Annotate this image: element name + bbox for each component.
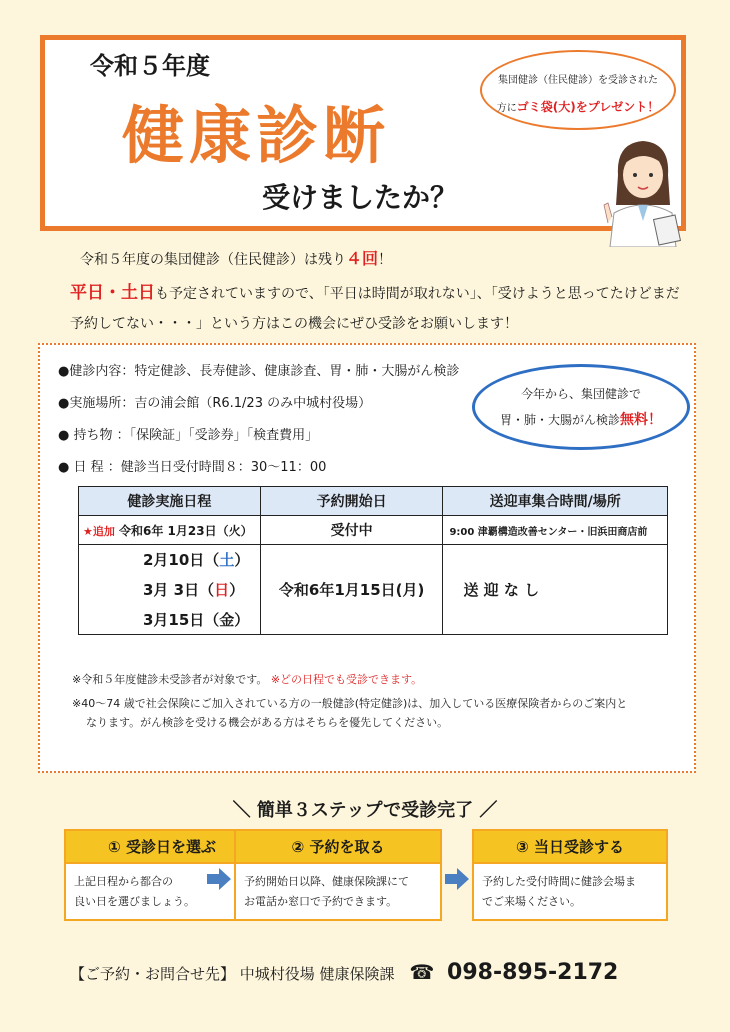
step-3-body: 予約した受付時間に健診会場ま でご来場ください。 — [482, 875, 636, 908]
note-insurance-line2: なります。がん検診を受ける機会がある方はそちらを優先してください。 — [86, 716, 449, 729]
main-title: 健康診断 — [122, 99, 391, 172]
date-feb10: 2月10日（土） — [79, 545, 261, 575]
step-3-head: ③ 当日受診する — [474, 831, 666, 864]
arrow-right-icon — [444, 866, 470, 892]
col-header-date: 健診実施日程 — [79, 487, 261, 516]
col-header-start: 予約開始日 — [260, 487, 443, 516]
table-row — [79, 516, 668, 545]
accepting-cell: 受付中 — [260, 516, 443, 545]
oval-line2: 胃・肺・大腸がん検診無料！ — [499, 412, 662, 428]
bubble-line1: 集団健診（住民健診）を受診された — [498, 75, 658, 86]
contact-label: 【ご予約・お問合せ先】 中城村役場 健康保険課 — [70, 965, 395, 983]
step-2 — [234, 829, 442, 921]
bus-info-cell: 9:00 津覇構造改善センター・旧浜田商店前 — [443, 516, 668, 545]
woman-illustration-icon — [598, 135, 688, 247]
schedule-table — [78, 486, 668, 635]
no-bus-cell: 送 迎 な し — [443, 545, 668, 635]
weekday-weekend-emphasis: 平日・土日 — [70, 283, 155, 303]
steps-title: ＼ 簡単３ステップで受診完了 ／ — [232, 800, 498, 821]
bubble-line2: 方にゴミ袋(大)をプレゼント！ — [496, 100, 660, 114]
info-exam-content: ●健診内容：特定健診、長寿健診、健康診査、胃・肺・大腸がん検診 — [58, 364, 460, 379]
free-cancer-screening-oval — [472, 364, 690, 450]
info-schedule: ● 日 程 ：健診当日受付時間８：30～11：00 — [58, 460, 327, 475]
contact-footer — [70, 960, 618, 985]
step-1-body: 上記日程から都合の 良い日を選びましょう。 — [74, 875, 195, 908]
step-2-head: ② 予約を取る — [236, 831, 440, 864]
info-location: ●実施場所：吉の浦会館（R6.1/23 のみ中城村役場） — [58, 396, 372, 411]
sub-title: 受けましたか？ — [262, 181, 459, 214]
arrow-right-icon — [206, 866, 232, 892]
present-bubble — [480, 50, 676, 130]
free-badge: 無料！ — [620, 412, 662, 428]
note-any-date: ※どの日程でも受診できます。 — [270, 673, 423, 686]
start-date-cell: 令和6年1月15日(月) — [260, 545, 443, 635]
date-mar15: 3月15日（金） — [79, 605, 261, 635]
phone-number[interactable]: 098-895-2172 — [447, 960, 619, 985]
bubble-highlight: ゴミ袋(大)をプレゼント！ — [516, 100, 660, 114]
added-date-cell: ★追加 令和6年 1月23日（火） — [79, 516, 261, 545]
date-mar3: 3月 3日（日） — [79, 575, 261, 605]
step-3 — [472, 829, 668, 921]
col-header-bus: 送迎車集合時間/場所 — [443, 487, 668, 516]
note-target: ※令和５年度健診未受診者が対象です。 ※どの日程でも受診できます。 — [72, 673, 423, 686]
oval-line1: 今年から、集団健診で — [520, 387, 641, 401]
table-row — [79, 545, 668, 575]
year-title: 令和５年度 — [90, 52, 210, 80]
intro-line1: 令和５年度の集団健診（住民健診）は残り４回！ — [80, 249, 393, 268]
remaining-count: ４回 — [346, 249, 379, 268]
step-2-body: 予約開始日以降、健康保険課にて お電話か窓口で予約できます。 — [244, 875, 409, 908]
step-1-head: ① 受診日を選ぶ — [66, 831, 258, 864]
added-label: ★追加 — [83, 524, 115, 538]
phone-icon: ☎ — [409, 960, 435, 984]
info-belongings: ● 持ち物 ：「保険証」「受診券」「検査費用」 — [58, 428, 319, 443]
intro-line2: 平日・土日も予定されていますので、「平日は時間が取れない」、「受けようと思ってたけどまだ予約してない・・・」という方はこの機会にぜひ受診をお願いします！ — [70, 283, 680, 332]
note-insurance-line1: ※40～74 歳で社会保険にご加入されている方の一般健診(特定健診)は、加入している医療保険者からのご案内と — [72, 697, 628, 710]
